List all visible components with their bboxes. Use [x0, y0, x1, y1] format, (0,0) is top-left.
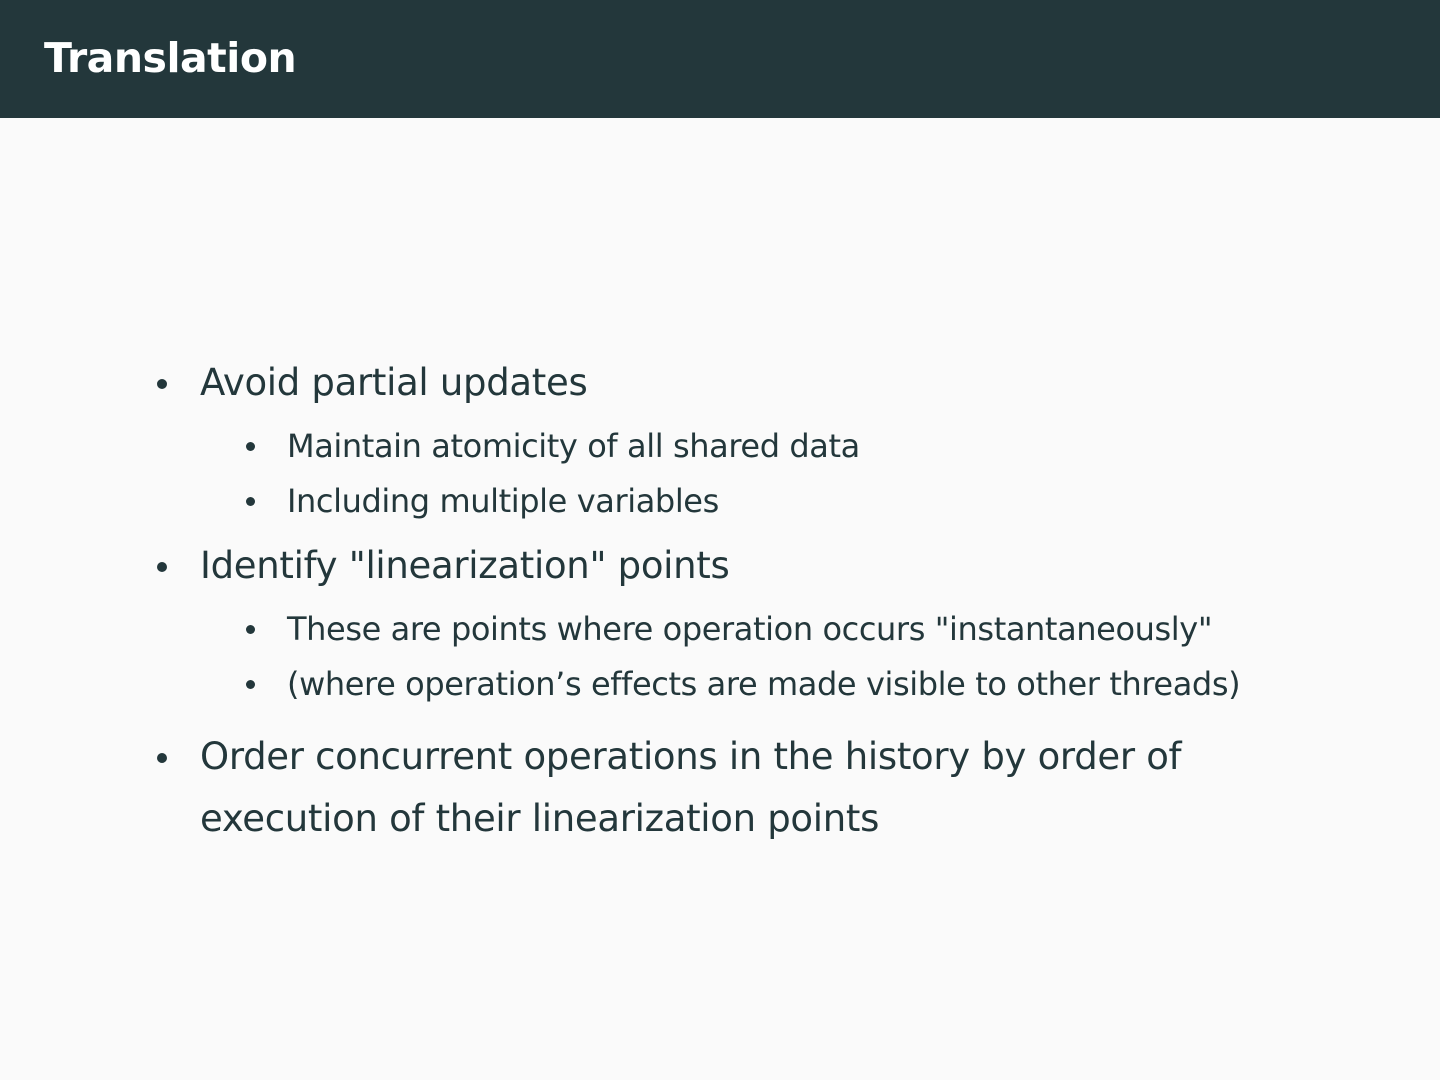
bullet-identify-linearization-points: [200, 544, 729, 588]
bullet-dot-icon: [246, 442, 255, 451]
sub-bullet-text: (where operation’s effects are made visible to other threads): [287, 665, 1241, 703]
bullet-dot-icon: [157, 562, 167, 572]
bullet-dot-icon: [246, 680, 255, 689]
sub-bullet-instantaneous: [287, 609, 1212, 649]
sub-bullet-multiple-variables: [287, 481, 719, 521]
sub-bullet-text: Including multiple variables: [287, 482, 719, 520]
bullet-text: Avoid partial updates: [200, 361, 588, 404]
bullet-dot-icon: [246, 625, 255, 634]
bullet-dot-icon: [157, 753, 167, 763]
bullet-dot-icon: [246, 497, 255, 506]
slide-title: Translation: [44, 34, 297, 82]
bullet-text: Order concurrent operations in the history by order of execution of their linearization points: [200, 735, 1182, 840]
bullet-dot-icon: [157, 379, 167, 389]
sub-bullet-text: These are points where operation occurs "instantaneously": [287, 610, 1213, 648]
bullet-order-concurrent-operations: [200, 726, 1220, 850]
sub-bullet-maintain-atomicity: [287, 426, 860, 466]
sub-bullet-text: Maintain atomicity of all shared data: [287, 427, 860, 465]
bullet-text: Identify "linearization" points: [200, 544, 730, 587]
bullet-avoid-partial-updates: [200, 361, 587, 405]
sub-bullet-effects-visible: [287, 664, 1240, 704]
